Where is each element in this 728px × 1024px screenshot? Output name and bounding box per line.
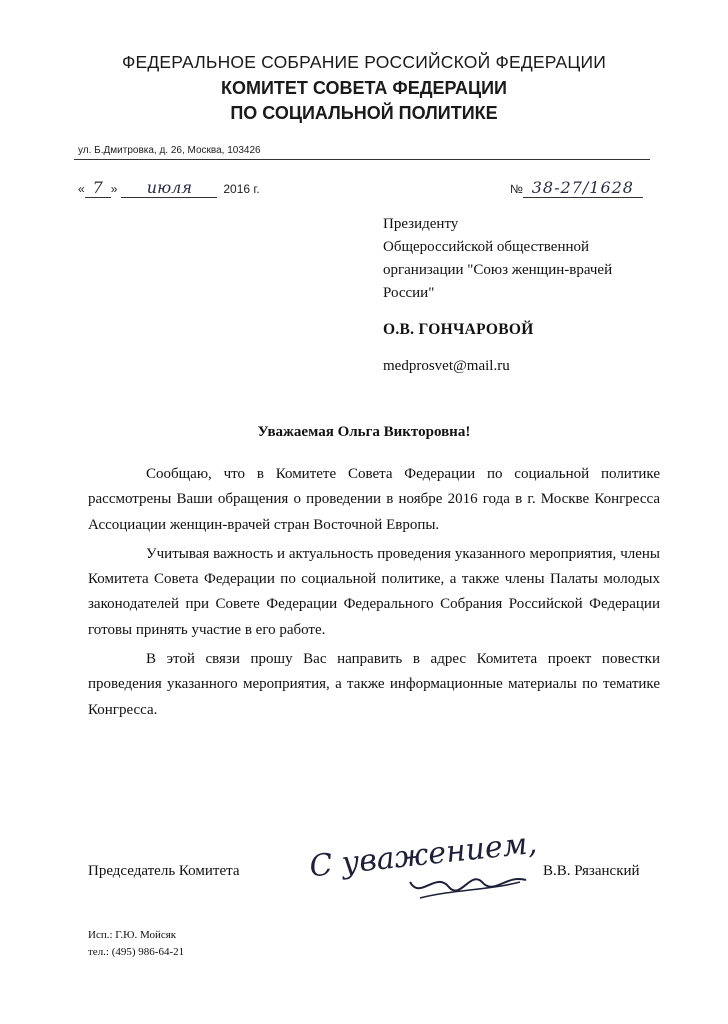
org-name-line1: ФЕДЕРАЛЬНОЕ СОБРАНИЕ РОССИЙСКОЙ ФЕДЕРАЦИИ <box>121 52 607 72</box>
letter-body <box>88 462 660 727</box>
committee-name-line2: ПО СОЦИАЛЬНОЙ ПОЛИТИКЕ <box>230 103 498 123</box>
addressee-line: Общероссийской общественной <box>383 239 590 255</box>
addressee-line: организации "Союз женщин-врачей <box>383 262 613 278</box>
date-month: июля <box>121 178 217 198</box>
date-day: 7 <box>85 178 111 198</box>
registration-number <box>510 178 643 198</box>
signer-role: Председатель Комитета <box>88 863 240 879</box>
body-paragraph: Учитывая важность и актуальность проведения указанного мероприятия, члены Комитета Совета Федерации по социальной политике, а также члены Палаты молодых законодателей при Совете Федерации Федерального Собрания Российской Федерации готовы принять участие в его работе. <box>88 545 660 638</box>
handwritten-signature <box>300 820 540 910</box>
addressee-block <box>383 213 703 305</box>
signer-name: В.В. Рязанский <box>543 863 640 879</box>
body-paragraph: В этой связи прошу Вас направить в адрес Комитета проект повестки проведения указанного мероприятия, а также информационные материалы по тематике Конгресса. <box>88 651 660 718</box>
reg-number-label: № <box>510 182 523 196</box>
signature-stroke <box>420 882 520 898</box>
addressee-email: medprosvet@mail.ru <box>383 358 510 374</box>
org-address: ул. Б.Дмитровка, д. 26, Москва, 103426 <box>78 145 261 156</box>
addressee-line: России" <box>383 285 435 301</box>
executor-name: Исп.: Г.Ю. Мойсяк <box>88 929 177 941</box>
date-quote-open: « <box>78 182 85 196</box>
executor-info <box>88 927 184 961</box>
letter-date <box>78 178 260 198</box>
date-quote-close: » <box>110 182 118 196</box>
executor-phone: тел.: (495) 986-64-21 <box>88 946 185 958</box>
reg-number-value: 38-27/1628 <box>523 178 643 198</box>
greeting: Уважаемая Ольга Викторовна! <box>257 424 471 440</box>
body-paragraph: Сообщаю, что в Комитете Совета Федерации по социальной политике рассмотрены Ваши обращения о проведении в ноябре 2016 года в г. Москве Конгресса Ассоциации женщин-врачей стран Восточной Европы. <box>88 466 660 533</box>
addressee-name: О.В. ГОНЧАРОВОЙ <box>383 321 534 338</box>
addressee-line: Президенту <box>383 216 459 232</box>
date-year: 2016 г. <box>223 182 260 196</box>
handwritten-note: С уважением, <box>307 825 539 885</box>
committee-name-line1: КОМИТЕТ СОВЕТА ФЕДЕРАЦИИ <box>221 78 507 98</box>
header-divider <box>74 159 650 160</box>
